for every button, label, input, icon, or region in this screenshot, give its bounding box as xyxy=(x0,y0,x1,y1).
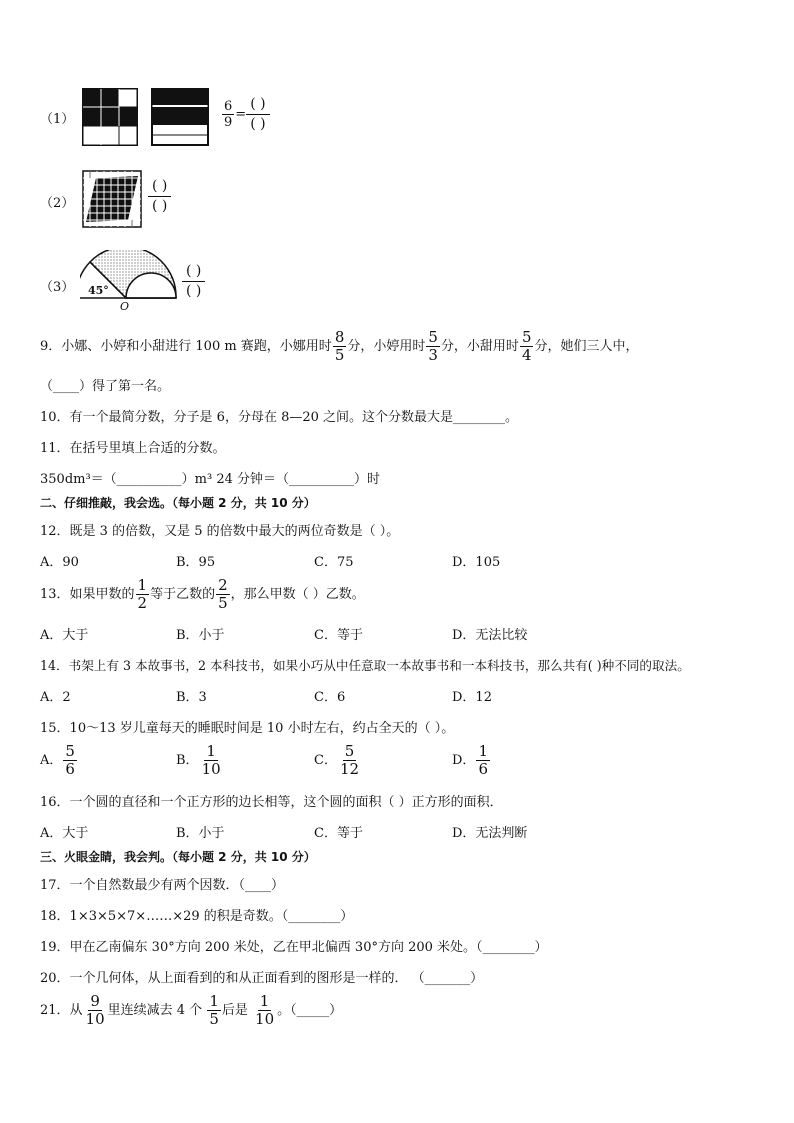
question-9-line2: （____）得了第一名。 xyxy=(40,379,171,394)
center-label: O xyxy=(120,300,130,313)
q13-option-d[interactable]: D．无法比较 xyxy=(452,628,528,643)
q15-option-d[interactable]: D． $\frac{1}{6}$ xyxy=(452,742,488,778)
question-12: 12．既是 3 的倍数，又是 5 的倍数中最大的两位奇数是（ ）。 xyxy=(40,524,400,539)
q15-option-a[interactable]: A． $\frac{5}{6}$ xyxy=(40,742,75,778)
question-20: 20．一个几何体，从上面看到的和从正面看到的图形是一样的． （_______） xyxy=(40,971,484,986)
figure-2-label: （2） xyxy=(40,196,75,211)
fraction-8-5: $\frac{8}{5}$ xyxy=(334,328,345,364)
question-19: 19．甲在乙南偏东 30°方向 200 米处，乙在甲北偏西 30°方向 200 米处。（________） xyxy=(40,940,548,955)
figure-3-semicircle-sector xyxy=(80,250,180,312)
question-9: 9．小娜、小婷和小甜进行 100 m 赛跑，小娜用时 $\frac{8}{5}$ 分，小婷用时 $\frac{5}{3}$ 分，小甜用时 $\frac{5}{4}$ 分，她们三人中， xyxy=(40,328,639,364)
q14-option-a[interactable]: A．2 xyxy=(40,690,71,705)
fraction-1-10: $\frac{1}{10}$ xyxy=(255,992,275,1028)
q14-option-b[interactable]: B．3 xyxy=(176,690,207,705)
fraction-1-2: $\frac{1}{2}$ xyxy=(137,576,148,612)
q12-option-a[interactable]: A．90 xyxy=(40,555,79,570)
answer-fraction-2[interactable]: $\frac{( )}{( )}$ xyxy=(148,178,171,215)
question-18: 18．1×3×5×7×……×29 的积是奇数。（________） xyxy=(40,909,354,924)
fraction-5-3: $\frac{5}{3}$ xyxy=(428,328,438,364)
fraction-5-4: $\frac{5}{4}$ xyxy=(521,328,532,364)
q15-option-b[interactable]: B． $\frac{1}{10}$ xyxy=(176,742,221,778)
figure-1-label: （1） xyxy=(40,112,75,127)
q16-option-a[interactable]: A．大于 xyxy=(40,826,89,841)
question-17: 17．一个自然数最少有两个因数．（____） xyxy=(40,878,285,893)
question-15: 15．10～13 岁儿童每天的睡眠时间是 10 小时左右，约占全天的（ ）。 xyxy=(40,721,455,736)
question-14: 14．书架上有 3 本故事书，2 本科技书，如果小巧从中任意取一本故事书和一本科技书，那么共有( )种不同的取法。 xyxy=(40,658,690,673)
q13-option-b[interactable]: B．小于 xyxy=(176,628,225,643)
fraction-1-5: $\frac{1}{5}$ xyxy=(209,992,219,1028)
q14-option-c[interactable]: C．6 xyxy=(314,690,346,705)
q12-option-d[interactable]: D．105 xyxy=(452,555,501,570)
question-10: 10．有一个最简分数，分子是 6，分母在 8—20 之间。这个分数最大是________。 xyxy=(40,410,519,425)
question-16: 16．一个圆的直径和一个正方形的边长相等，这个圆的面积（ ）正方形的面积． xyxy=(40,795,503,810)
q15-option-c[interactable]: C． $\frac{5}{12}$ xyxy=(314,742,360,778)
question-11-blanks: 350dm³＝（__________）m³ 24 分钟＝（__________）时 xyxy=(40,472,381,487)
q16-option-b[interactable]: B．小于 xyxy=(176,826,225,841)
q13-option-c[interactable]: C．等于 xyxy=(314,628,363,643)
fraction-2-5: $\frac{2}{5}$ xyxy=(218,576,228,612)
figure-1-grid-a xyxy=(82,88,138,146)
figure-3-label: （3） xyxy=(40,280,75,295)
section-3-heading: 三、火眼金睛，我会判。（每小题 2 分，共 10 分） xyxy=(40,850,316,864)
figure-1-grid-b xyxy=(151,88,209,146)
question-11: 11．在括号里填上合适的分数。 xyxy=(40,441,226,456)
section-2-heading: 二、仔细推敲，我会选。（每小题 2 分，共 10 分） xyxy=(40,496,316,510)
q12-option-c[interactable]: C．75 xyxy=(314,555,354,570)
answer-fraction-1[interactable]: $\frac{( )}{( )}$ xyxy=(246,96,269,133)
answer-fraction-3[interactable]: $\frac{( )}{( )}$ xyxy=(182,263,205,300)
figure-1-equation: $\frac{6}{9}$ = $\frac{( )}{( )}$ xyxy=(221,96,270,133)
question-13: 13．如果甲数的 $\frac{1}{2}$ 等于乙数的 $\frac{2}{5}$ ，那么甲数（ ）乙数。 xyxy=(40,576,365,612)
q16-option-c[interactable]: C．等于 xyxy=(314,826,363,841)
q14-option-d[interactable]: D．12 xyxy=(452,690,492,705)
fraction-6-9: $\frac{6}{9}$ xyxy=(224,98,233,130)
figure-2-parallelogram-grid xyxy=(82,170,142,228)
question-21: 21．从 $\frac{9}{10}$ 里连续减去 4 个 $\frac{1}{5}$ 后是 $\frac{1}{10}$ 。（_____） xyxy=(40,992,343,1028)
angle-label: 45° xyxy=(88,284,109,297)
q16-option-d[interactable]: D．无法判断 xyxy=(452,826,528,841)
fraction-9-10: $\frac{9}{10}$ xyxy=(85,992,105,1028)
q12-option-b[interactable]: B．95 xyxy=(176,555,216,570)
q13-option-a[interactable]: A．大于 xyxy=(40,628,89,643)
